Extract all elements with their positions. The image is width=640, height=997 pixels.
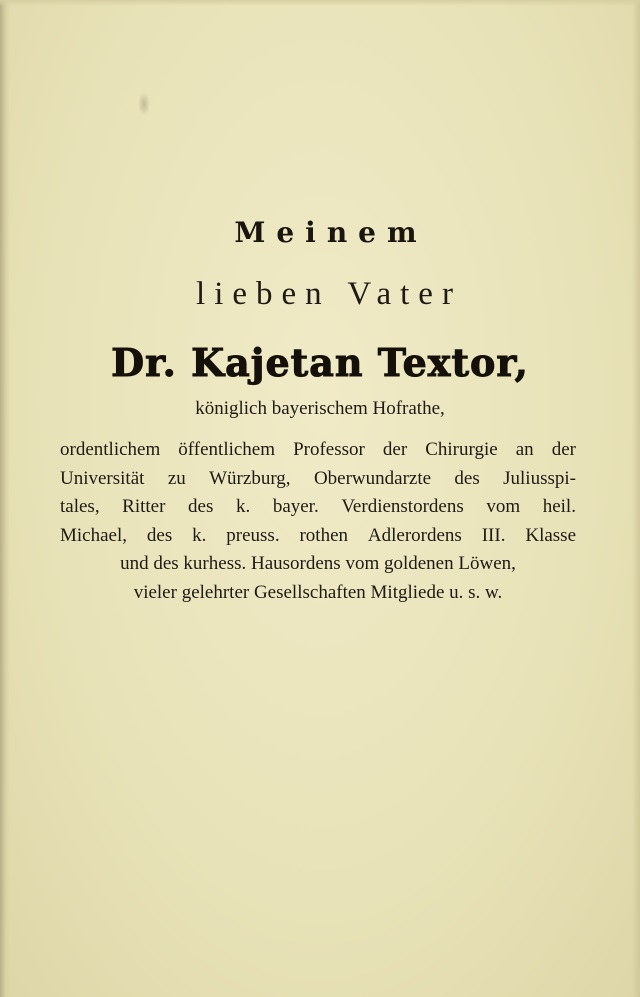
word: an: [515, 439, 534, 460]
word: Ritter: [122, 496, 166, 517]
credentials-line-1: [60, 436, 576, 465]
dedication-line-meinem: Meinem: [234, 216, 428, 249]
word: III.: [481, 524, 506, 546]
credentials-line-5: und des kurhess. Hausordens vom goldenen Löwen,: [120, 553, 516, 574]
dedicatee-credentials: [60, 436, 576, 607]
word: Oberwundarzte: [313, 467, 432, 489]
page-left-edge-shadow: [0, 0, 10, 997]
word: Professor: [293, 439, 365, 460]
dedication-line-lieben-vater: lieben Vater: [196, 276, 462, 312]
word: zu: [167, 467, 186, 489]
word: rothen: [299, 524, 349, 546]
word: k.: [235, 496, 251, 517]
word: vom: [486, 496, 521, 517]
word: Universität: [60, 467, 145, 489]
credentials-line-4: [60, 522, 576, 551]
word: Verdienstordens: [341, 496, 464, 517]
word: Adlerordens: [367, 524, 462, 546]
word: der: [382, 439, 408, 460]
word: Michael,: [60, 524, 128, 546]
credentials-line-3: [60, 493, 576, 522]
word: des: [146, 524, 173, 546]
word: öffentlichem: [178, 439, 276, 460]
ink-smudge: [138, 92, 150, 116]
word: der: [551, 439, 576, 460]
word: k.: [192, 524, 207, 546]
word: des: [188, 496, 214, 517]
word: tales,: [60, 496, 100, 517]
word: Juliusspi-: [503, 467, 576, 489]
page-right-edge-shadow: [632, 0, 640, 997]
word: Chirurgie: [425, 439, 498, 460]
word: heil.: [542, 496, 576, 517]
word: preuss.: [226, 524, 280, 546]
page-top-edge-shadow: [0, 0, 640, 6]
word: bayer.: [272, 496, 319, 517]
word: Klasse: [525, 524, 576, 546]
word: des: [454, 467, 480, 489]
dedicatee-title: königlich bayerischem Hofrathe,: [195, 398, 445, 419]
word: Würzburg,: [209, 467, 291, 489]
credentials-line-6: vieler gelehrter Gesellschaften Mitgliede u. s. w.: [133, 581, 503, 603]
credentials-line-2: [60, 465, 576, 494]
dedicatee-name: Dr. Kajetan Textor,: [111, 340, 529, 385]
word: ordentlichem: [60, 439, 161, 460]
